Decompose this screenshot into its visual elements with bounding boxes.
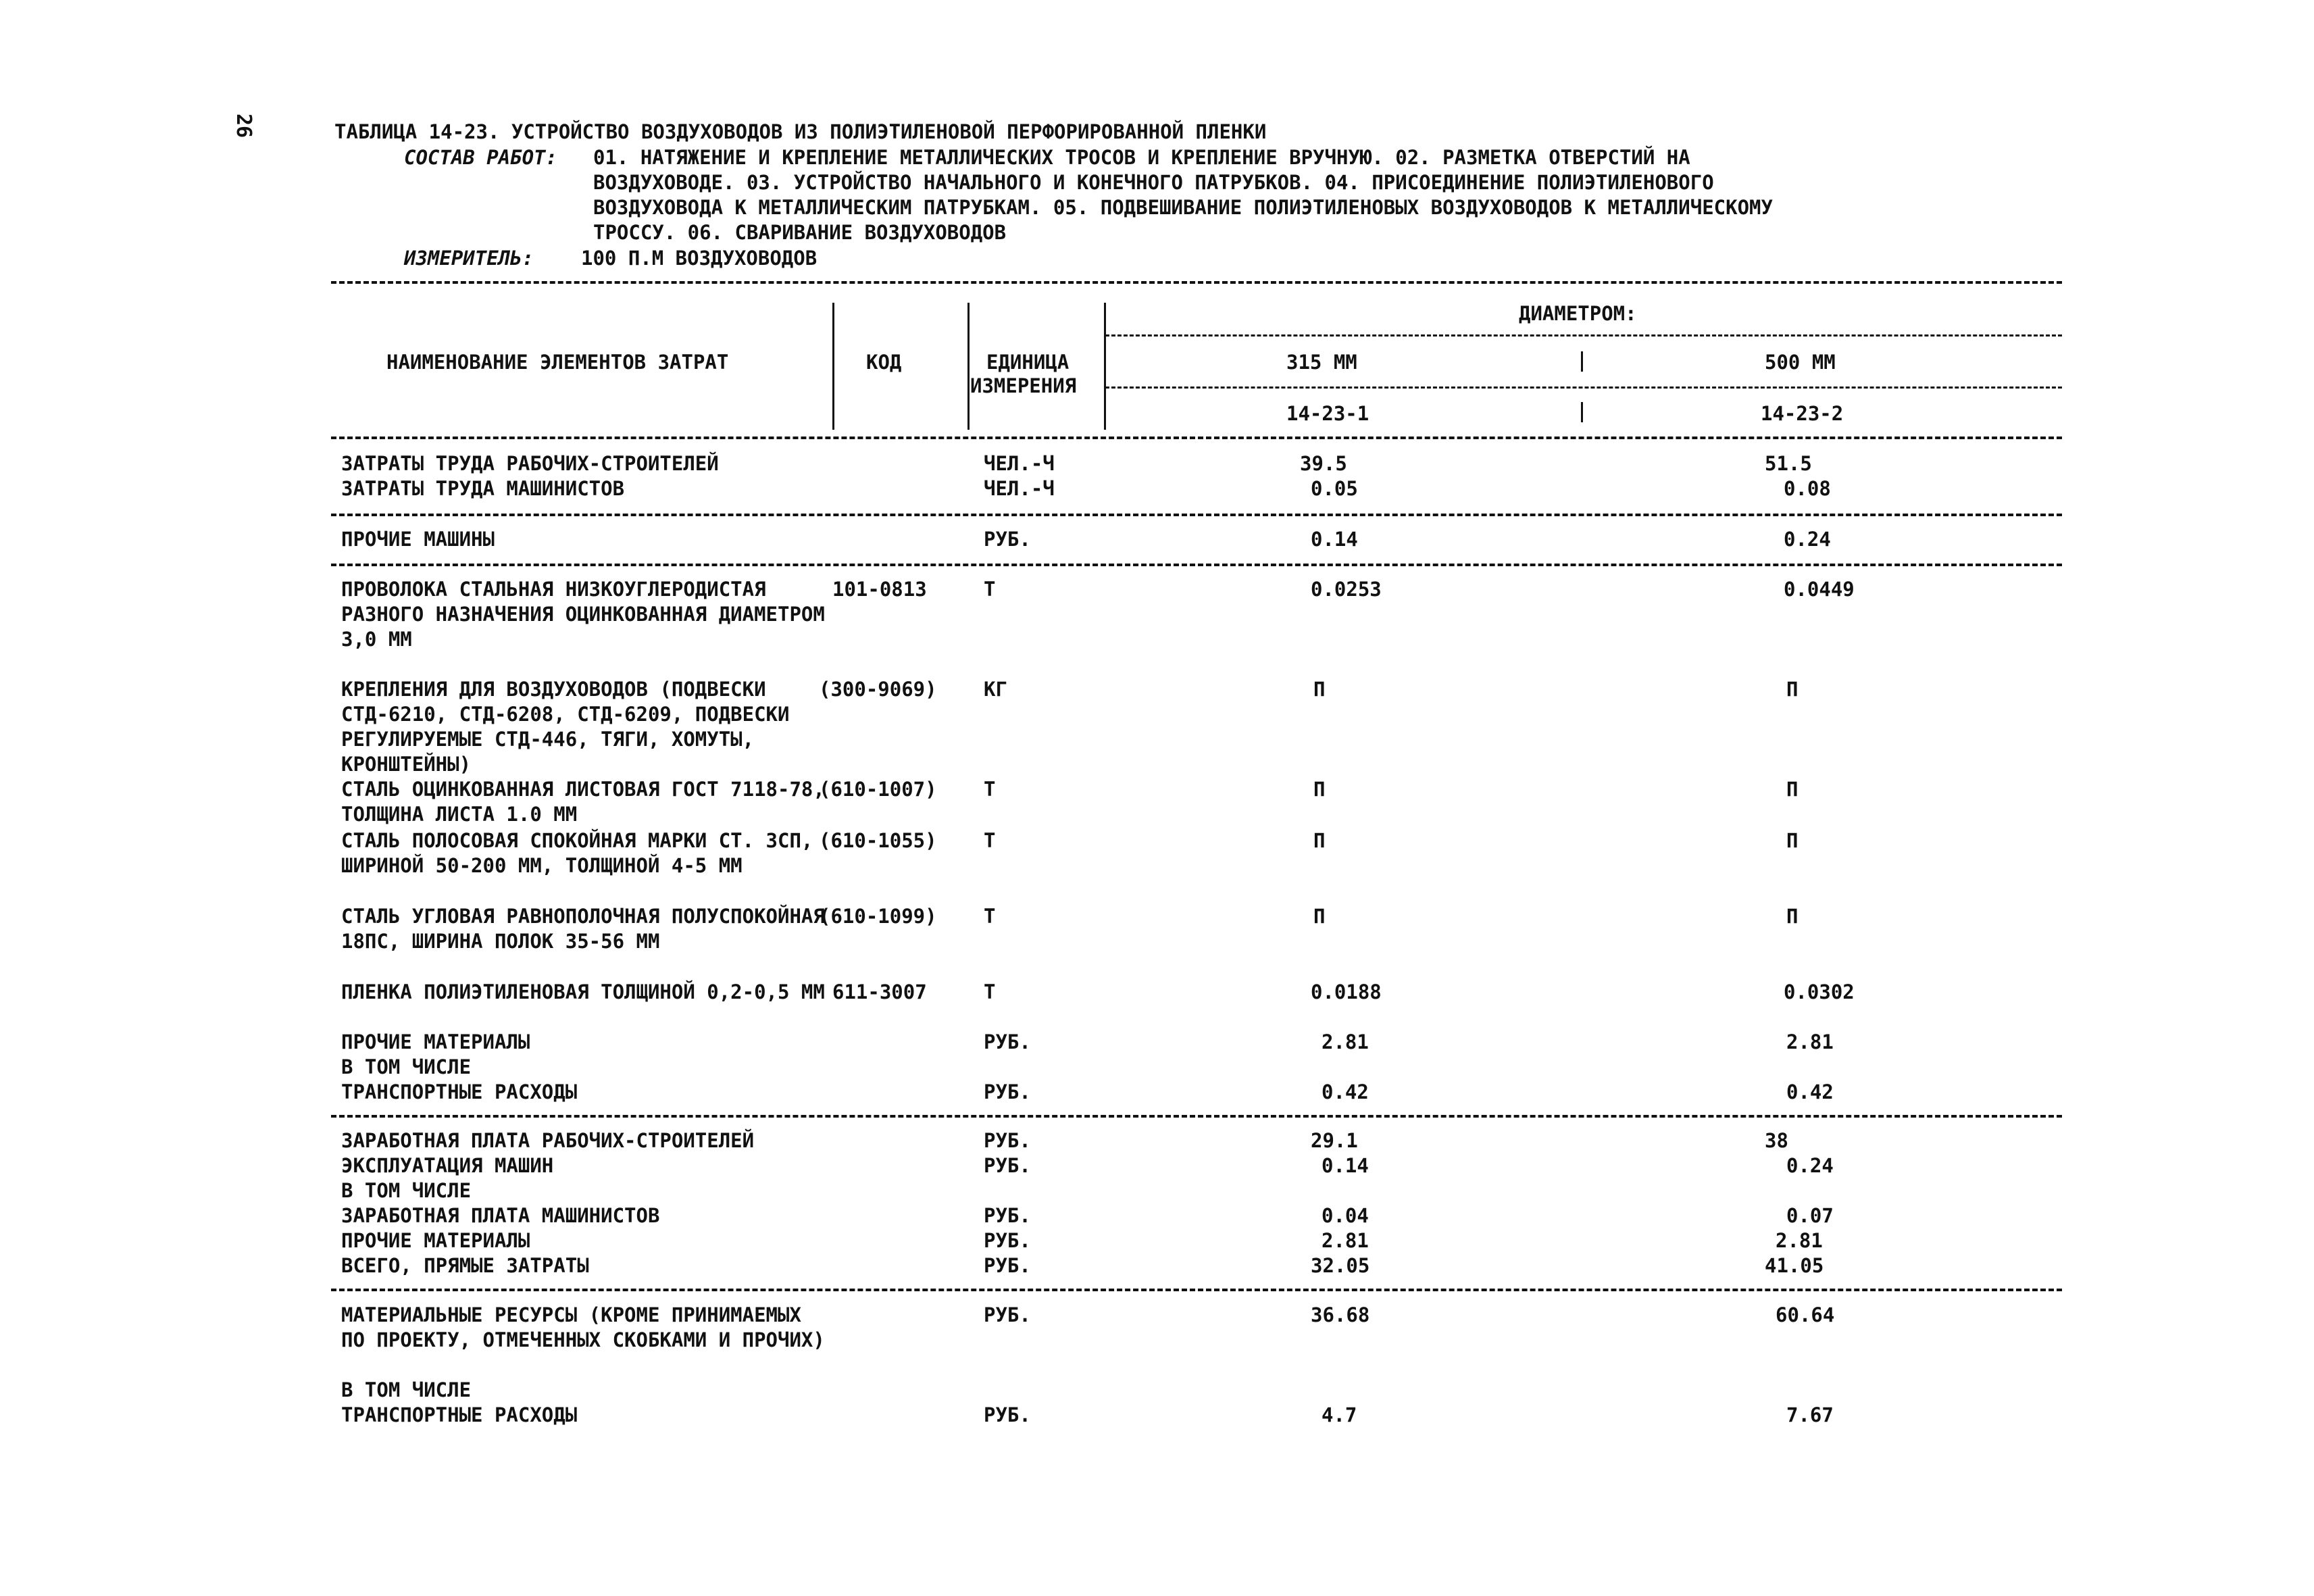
table-row-value-500: 51.5 [1765,452,1812,475]
measure-value: 100 П.М ВОЗДУХОВОДОВ [581,247,818,270]
work-line-2: ВОЗДУХОВОДЕ. 03. УСТРОЙСТВО НАЧАЛЬНОГО И КОНЕЧНОГО ПАТРУБКОВ. 04. ПРИСОЕДИНЕНИЕ ПОЛИЭТИЛЕНОВОГО [593,171,1714,194]
table-row-name: ЗАРАБОТНАЯ ПЛАТА МАШИНИСТОВ [341,1204,660,1227]
table-row-value-315: 0.42 [1322,1080,1369,1103]
table-row-unit: Т [984,905,996,928]
table-row-unit: РУБ. [984,1154,1031,1177]
table-row-value-315: 2.81 [1322,1229,1369,1252]
table-row-name: СТАЛЬ УГЛОВАЯ РАВНОПОЛОЧНАЯ ПОЛУСПОКОЙНАЯ 18ПС, ШИРИНА ПОЛОК 35-56 ММ [341,905,825,953]
table-row-value-315: П [1313,678,1326,701]
table-row-value-315: 0.14 [1322,1154,1369,1177]
table-row-name: ПЛЕНКА ПОЛИЭТИЛЕНОВАЯ ТОЛЩИНОЙ 0,2-0,5 ММ [341,980,825,1003]
table-row-value-500: П [1786,829,1799,852]
table-row-name: СТАЛЬ ОЦИНКОВАННАЯ ЛИСТОВАЯ ГОСТ 7118-78, ТОЛЩИНА ЛИСТА 1.0 ММ [341,778,825,826]
table-row-value-315: 32.05 [1311,1254,1370,1277]
table-row-name: ПРОВОЛОКА СТАЛЬНАЯ НИЗКОУГЛЕРОДИСТАЯ РАЗНОГО НАЗНАЧЕНИЯ ОЦИНКОВАННАЯ ДИАМЕТРОМ 3,0 ММ [341,578,825,651]
table-row-value-500: 0.0449 [1784,578,1855,601]
work-line-4: ТРОССУ. 06. СВАРИВАНИЕ ВОЗДУХОВОДОВ [593,221,1007,244]
col-header-size-2: 500 ММ [1765,351,1836,374]
table-row-unit: РУБ. [984,1204,1031,1227]
page-number: 26 [232,114,255,139]
head-rule-size [1105,386,2062,389]
col-header-unit: ЕДИНИЦА [986,351,1070,374]
work-composition-label: СОСТАВ РАБОТ: [404,146,557,169]
table-row-value-500: П [1786,905,1799,928]
table-top-rule [331,281,2062,284]
table-row-value-500: 2.81 [1776,1229,1823,1252]
table-row-name: В ТОМ ЧИСЛЕ [341,1179,472,1202]
table-row-value-315: П [1313,778,1326,801]
table-row-name: МАТЕРИАЛЬНЫЕ РЕСУРСЫ (КРОМЕ ПРИНИМАЕМЫХ ПО ПРОЕКТУ, ОТМЕЧЕННЫХ СКОБКАМИ И ПРОЧИХ) [341,1303,825,1351]
table-row-value-315: 0.0253 [1311,578,1382,601]
table-row-value-315: П [1313,905,1326,928]
table-row-unit: ЧЕЛ.-Ч [984,477,1055,500]
head-bottom-rule [331,437,2062,439]
table-row-value-500: 0.42 [1786,1080,1834,1103]
col-header-code: КОД [866,351,902,374]
work-line-1: 01. НАТЯЖЕНИЕ И КРЕПЛЕНИЕ МЕТАЛЛИЧЕСКИХ ТРОСОВ И КРЕПЛЕНИЕ ВРУЧНУЮ. 02. РАЗМЕТКА ОТВЕРСТИЙ НА [593,146,1690,169]
section-rule [331,564,2062,566]
table-row-value-500: 7.67 [1786,1403,1834,1426]
table-row-name: ПРОЧИЕ МАШИНЫ [341,528,495,551]
table-row-unit: Т [984,980,996,1003]
table-row-value-500: П [1786,678,1799,701]
col-separator-code2 [1581,402,1583,422]
col-header-name: НАИМЕНОВАНИЕ ЭЛЕМЕНТОВ ЗАТРАТ [386,351,729,374]
table-row-value-500: 0.0302 [1784,980,1855,1003]
col-header-code-2: 14-23-2 [1761,402,1844,425]
col-separator-unit [967,303,970,430]
measure-label: ИЗМЕРИТЕЛЬ: [404,247,534,270]
table-row-unit: ЧЕЛ.-Ч [984,452,1055,475]
table-title: ТАБЛИЦА 14-23. УСТРОЙСТВО ВОЗДУХОВОДОВ ИЗ ПОЛИЭТИЛЕНОВОЙ ПЕРФОРИРОВАННОЙ ПЛЕНКИ [334,120,1267,143]
table-row-value-500: 41.05 [1765,1254,1824,1277]
table-row-name: ВСЕГО, ПРЯМЫЕ ЗАТРАТЫ [341,1254,589,1277]
table-row-code: 101-0813 [832,578,927,601]
table-row-name: ЭКСПЛУАТАЦИЯ МАШИН [341,1154,554,1177]
col-separator-code [832,303,834,430]
table-row-unit: Т [984,578,996,601]
table-row-value-500: 0.24 [1786,1154,1834,1177]
table-row-value-315: П [1313,829,1326,852]
col-header-diameter: ДИАМЕТРОМ: [1519,302,1637,325]
table-row-code: (610-1055) [819,829,937,852]
table-row-name: ТРАНСПОРТНЫЕ РАСХОДЫ [341,1080,578,1103]
table-row-value-315: 0.05 [1311,477,1358,500]
table-row-unit: РУБ. [984,1030,1031,1053]
table-row-value-500: 0.24 [1784,528,1831,551]
table-row-unit: РУБ. [984,1254,1031,1277]
section-rule [331,1289,2062,1291]
table-row-unit: РУБ. [984,528,1031,551]
table-row-value-500: 2.81 [1786,1030,1834,1053]
table-row-value-500: 0.08 [1784,477,1831,500]
table-row-name: ПРОЧИЕ МАТЕРИАЛЫ [341,1229,530,1252]
table-row-value-315: 0.04 [1322,1204,1369,1227]
table-row-value-500: 0.07 [1786,1204,1834,1227]
col-header-size-1: 315 ММ [1286,351,1357,374]
table-row-value-315: 4.7 [1322,1403,1357,1426]
section-rule [331,1115,2062,1118]
table-row-unit: РУБ. [984,1303,1031,1326]
table-row-code: (300-9069) [819,678,937,701]
table-row-unit: РУБ. [984,1403,1031,1426]
table-row-value-500: П [1786,778,1799,801]
table-row-name: В ТОМ ЧИСЛЕ [341,1055,472,1078]
table-row-unit: КГ [984,678,1007,701]
table-row-value-500: 60.64 [1776,1303,1835,1326]
table-row-unit: РУБ. [984,1080,1031,1103]
table-row-name: ПРОЧИЕ МАТЕРИАЛЫ [341,1030,530,1053]
col-separator-size [1581,351,1583,372]
table-row-value-315: 36.68 [1311,1303,1370,1326]
table-row-value-315: 39.5 [1300,452,1347,475]
table-row-value-315: 0.14 [1311,528,1358,551]
work-line-3: ВОЗДУХОВОДА К МЕТАЛЛИЧЕСКИМ ПАТРУБКАМ. 05. ПОДВЕШИВАНИЕ ПОЛИЭТИЛЕНОВЫХ ВОЗДУХОВОДОВ К МЕТАЛЛИЧЕСКОМУ [593,196,1773,219]
table-row-code: (610-1007) [819,778,937,801]
table-row-name: ЗАТРАТЫ ТРУДА МАШИНИСТОВ [341,477,625,500]
table-row-code: 611-3007 [832,980,927,1003]
table-row-code: (610-1099) [819,905,937,928]
head-rule-diameter [1105,334,2062,336]
col-header-code-1: 14-23-1 [1286,402,1369,425]
table-row-unit: РУБ. [984,1229,1031,1252]
table-row-name: ЗАРАБОТНАЯ ПЛАТА РАБОЧИХ-СТРОИТЕЛЕЙ [341,1129,755,1152]
table-row-name: СТАЛЬ ПОЛОСОВАЯ СПОКОЙНАЯ МАРКИ СТ. 3СП, ШИРИНОЙ 50-200 ММ, ТОЛЩИНОЙ 4-5 ММ [341,829,813,877]
section-rule [331,514,2062,516]
table-row-name: КРЕПЛЕНИЯ ДЛЯ ВОЗДУХОВОДОВ (ПОДВЕСКИ СТД-6210, СТД-6208, СТД-6209, ПОДВЕСКИ РЕГУЛИРУЕМЫЕ СТД-446, ТЯГИ, ХОМУТЫ, КРОНШТЕЙНЫ) [341,678,790,776]
table-row-value-315: 29.1 [1311,1129,1358,1152]
table-row-unit: РУБ. [984,1129,1031,1152]
table-row-value-315: 2.81 [1322,1030,1369,1053]
table-row-name: В ТОМ ЧИСЛЕ [341,1378,472,1401]
table-row-name: ЗАТРАТЫ ТРУДА РАБОЧИХ-СТРОИТЕЛЕЙ [341,452,719,475]
table-row-unit: Т [984,829,996,852]
table-row-unit: Т [984,778,996,801]
table-row-name: ТРАНСПОРТНЫЕ РАСХОДЫ [341,1403,578,1426]
col-separator-values [1104,303,1106,430]
table-row-value-315: 0.0188 [1311,980,1382,1003]
table-row-value-500: 38 [1765,1129,1788,1152]
col-header-unit-2: ИЗМЕРЕНИЯ [970,374,1077,397]
